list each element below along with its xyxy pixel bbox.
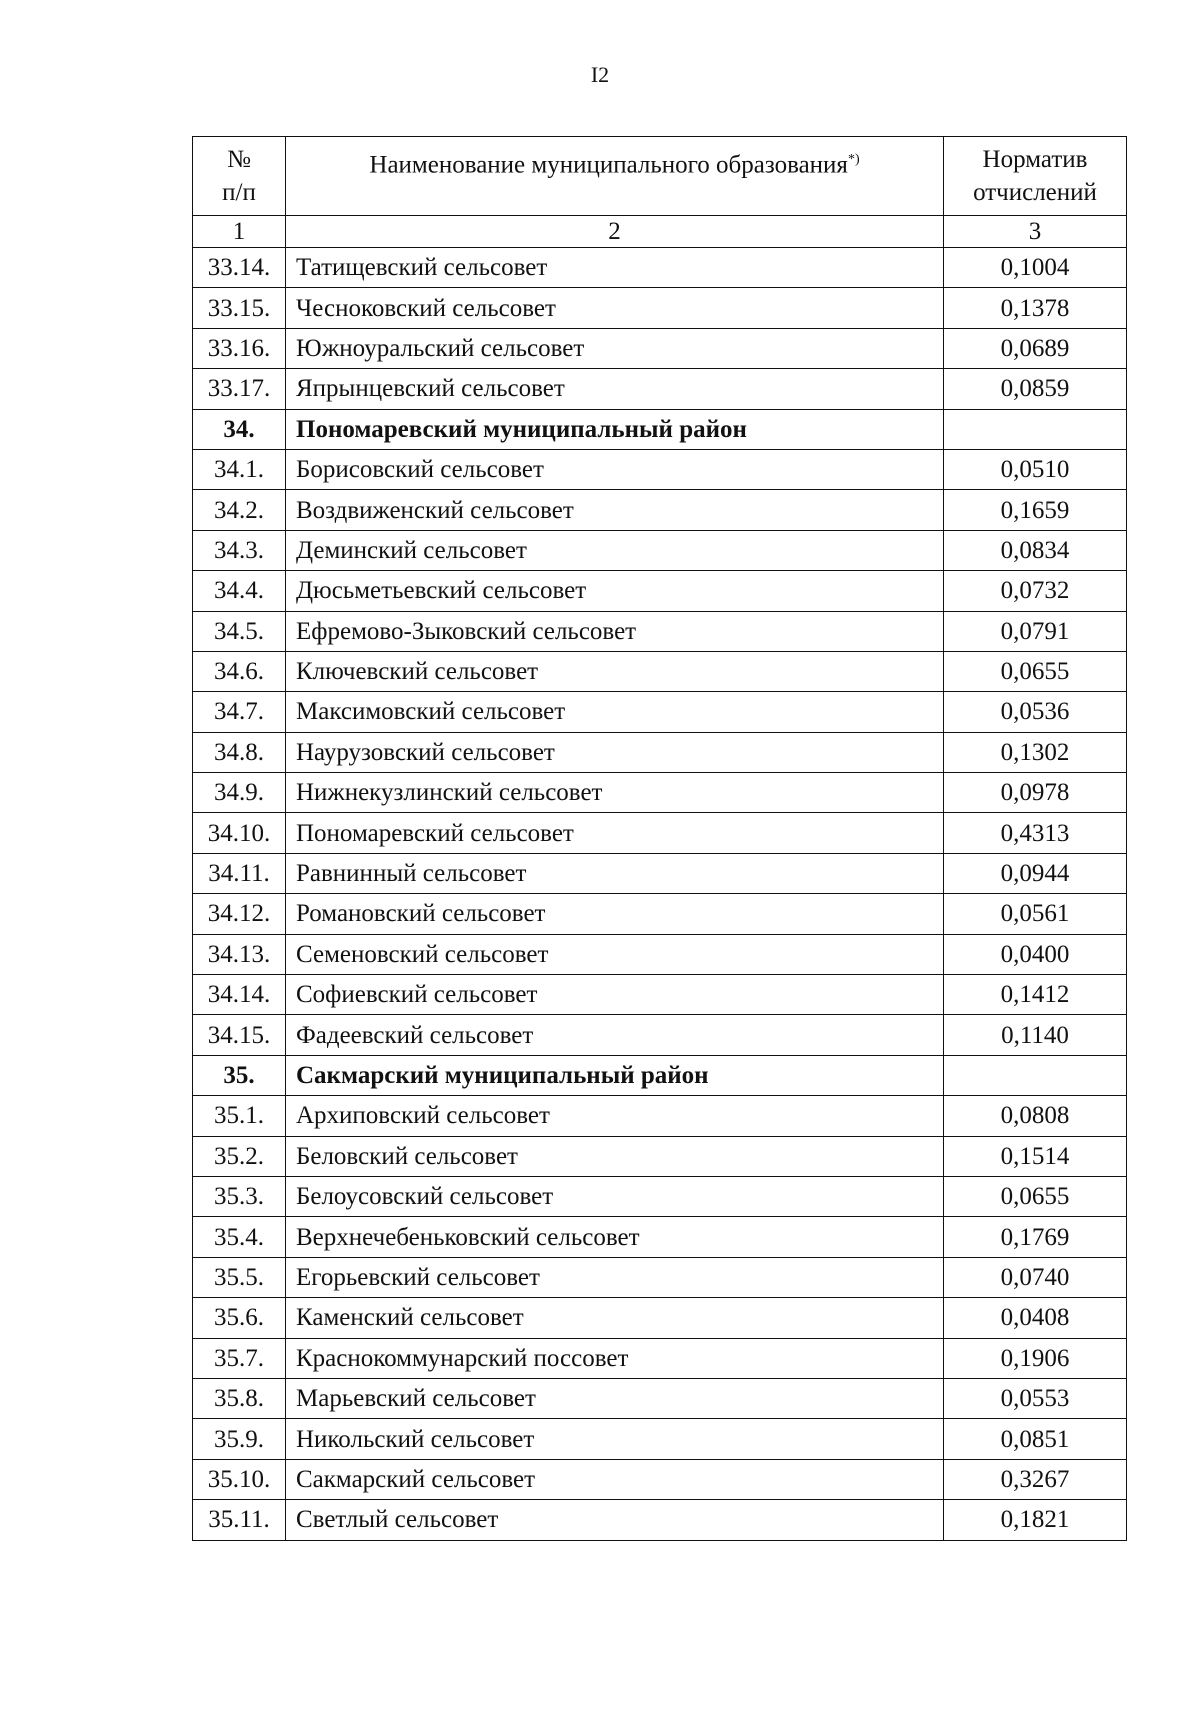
table-row	[193, 853, 1127, 893]
row-name: Семеновский сельсовет	[286, 934, 944, 974]
table-row	[193, 530, 1127, 570]
row-value: 0,1821	[944, 1500, 1127, 1540]
header-norm: Норматив отчислений	[944, 137, 1127, 216]
row-name: Софиевский сельсовет	[286, 975, 944, 1015]
row-number: 35.4.	[193, 1217, 286, 1257]
row-value: 0,1140	[944, 1015, 1127, 1055]
row-number: 35.6.	[193, 1298, 286, 1338]
row-value: 0,0944	[944, 853, 1127, 893]
row-number: 34.13.	[193, 934, 286, 974]
table-row	[193, 1136, 1127, 1176]
row-name: Белоусовский сельсовет	[286, 1176, 944, 1216]
table-row	[193, 571, 1127, 611]
row-name: Сакмарский сельсовет	[286, 1459, 944, 1499]
column-number-2: 2	[286, 216, 944, 248]
row-name: Воздвиженский сельсовет	[286, 490, 944, 530]
row-value	[944, 1055, 1127, 1095]
row-name: Каменский сельсовет	[286, 1298, 944, 1338]
row-name: Нижнекузлинский сельсовет	[286, 773, 944, 813]
row-name: Равнинный сельсовет	[286, 853, 944, 893]
table-row	[193, 288, 1127, 328]
row-number: 34.9.	[193, 773, 286, 813]
row-value: 0,0689	[944, 328, 1127, 368]
column-number-3: 3	[944, 216, 1127, 248]
row-name: Япрынцевский сельсовет	[286, 369, 944, 409]
page-number: I2	[590, 62, 610, 87]
row-value: 0,0851	[944, 1419, 1127, 1459]
table-row	[193, 732, 1127, 772]
row-number: 35.5.	[193, 1257, 286, 1297]
table-row	[193, 1217, 1127, 1257]
row-value: 0,0553	[944, 1378, 1127, 1418]
row-number: 33.16.	[193, 328, 286, 368]
row-number: 35.11.	[193, 1500, 286, 1540]
table-row	[193, 1378, 1127, 1418]
table-row	[193, 369, 1127, 409]
district-row	[193, 1055, 1127, 1095]
row-value: 0,0510	[944, 449, 1127, 489]
row-name: Егорьевский сельсовет	[286, 1257, 944, 1297]
row-number: 33.17.	[193, 369, 286, 409]
row-name: Архиповский сельсовет	[286, 1096, 944, 1136]
row-name: Дюсьметьевский сельсовет	[286, 571, 944, 611]
row-value: 0,1378	[944, 288, 1127, 328]
row-name: Светлый сельсовет	[286, 1500, 944, 1540]
table-row	[193, 1096, 1127, 1136]
table-row	[193, 1500, 1127, 1540]
table-row	[193, 1015, 1127, 1055]
table-row	[193, 328, 1127, 368]
table-row	[193, 934, 1127, 974]
row-value: 0,1514	[944, 1136, 1127, 1176]
row-number: 33.14.	[193, 248, 286, 288]
column-number-row	[193, 216, 1127, 248]
row-name: Татищевский сельсовет	[286, 248, 944, 288]
column-number-1: 1	[193, 216, 286, 248]
table-row	[193, 1459, 1127, 1499]
row-name: Чесноковский сельсовет	[286, 288, 944, 328]
row-name: Деминский сельсовет	[286, 530, 944, 570]
row-number: 34.3.	[193, 530, 286, 570]
row-number: 35.1.	[193, 1096, 286, 1136]
row-value: 0,1769	[944, 1217, 1127, 1257]
row-number: 34.11.	[193, 853, 286, 893]
row-name: Романовский сельсовет	[286, 894, 944, 934]
row-value: 0,0732	[944, 571, 1127, 611]
row-number: 35.10.	[193, 1459, 286, 1499]
row-value: 0,1412	[944, 975, 1127, 1015]
row-number: 35.2.	[193, 1136, 286, 1176]
row-name: Верхнечебеньковский сельсовет	[286, 1217, 944, 1257]
row-name: Беловский сельсовет	[286, 1136, 944, 1176]
header-name-footnote: *)	[847, 152, 860, 167]
table-row	[193, 248, 1127, 288]
row-name: Ефремово-Зыковский сельсовет	[286, 611, 944, 651]
header-name	[286, 137, 944, 216]
table-row	[193, 773, 1127, 813]
row-number: 34.	[193, 409, 286, 449]
table-row	[193, 813, 1127, 853]
table-row	[193, 611, 1127, 651]
row-value: 0,1004	[944, 248, 1127, 288]
row-value: 0,1659	[944, 490, 1127, 530]
row-number: 33.15.	[193, 288, 286, 328]
row-value: 0,3267	[944, 1459, 1127, 1499]
table-row	[193, 692, 1127, 732]
row-number: 34.5.	[193, 611, 286, 651]
row-value: 0,1302	[944, 732, 1127, 772]
table-row	[193, 490, 1127, 530]
row-value: 0,0561	[944, 894, 1127, 934]
table-header-row	[193, 137, 1127, 216]
row-name: Марьевский сельсовет	[286, 1378, 944, 1418]
row-name: Фадеевский сельсовет	[286, 1015, 944, 1055]
table-row	[193, 449, 1127, 489]
row-value: 0,0978	[944, 773, 1127, 813]
row-value: 0,0791	[944, 611, 1127, 651]
row-value: 0,4313	[944, 813, 1127, 853]
row-name: Пономаревский сельсовет	[286, 813, 944, 853]
header-name-text: Наименование муниципального образования	[369, 151, 848, 179]
row-name: Максимовский сельсовет	[286, 692, 944, 732]
row-number: 35.9.	[193, 1419, 286, 1459]
row-number: 34.12.	[193, 894, 286, 934]
row-number: 34.6.	[193, 651, 286, 691]
row-number: 34.2.	[193, 490, 286, 530]
row-value: 0,0408	[944, 1298, 1127, 1338]
row-number: 34.1.	[193, 449, 286, 489]
row-value: 0,1906	[944, 1338, 1127, 1378]
header-number: № п/п	[193, 137, 286, 216]
row-number: 35.	[193, 1055, 286, 1095]
row-number: 34.7.	[193, 692, 286, 732]
row-value: 0,0834	[944, 530, 1127, 570]
table-row	[193, 1257, 1127, 1297]
row-value: 0,0859	[944, 369, 1127, 409]
row-number: 34.4.	[193, 571, 286, 611]
table-row	[193, 651, 1127, 691]
norms-table	[192, 136, 1127, 1541]
row-value: 0,0400	[944, 934, 1127, 974]
table-row	[193, 975, 1127, 1015]
table-row	[193, 1298, 1127, 1338]
row-value	[944, 409, 1127, 449]
row-number: 35.7.	[193, 1338, 286, 1378]
row-name: Борисовский сельсовет	[286, 449, 944, 489]
row-name: Ключевский сельсовет	[286, 651, 944, 691]
row-name: Пономаревский муниципальный район	[286, 409, 944, 449]
table-row	[193, 1338, 1127, 1378]
row-number: 34.10.	[193, 813, 286, 853]
row-number: 35.8.	[193, 1378, 286, 1418]
row-value: 0,0536	[944, 692, 1127, 732]
row-value: 0,0740	[944, 1257, 1127, 1297]
row-value: 0,0655	[944, 651, 1127, 691]
row-name: Наурузовский сельсовет	[286, 732, 944, 772]
row-value: 0,0655	[944, 1176, 1127, 1216]
row-number: 34.14.	[193, 975, 286, 1015]
table-row	[193, 1176, 1127, 1216]
row-name: Южноуральский сельсовет	[286, 328, 944, 368]
table-row	[193, 1419, 1127, 1459]
row-number: 35.3.	[193, 1176, 286, 1216]
district-row	[193, 409, 1127, 449]
table-row	[193, 894, 1127, 934]
row-name: Сакмарский муниципальный район	[286, 1055, 944, 1095]
row-number: 34.15.	[193, 1015, 286, 1055]
row-name: Краснокоммунарский поссовет	[286, 1338, 944, 1378]
row-name: Никольский сельсовет	[286, 1419, 944, 1459]
row-value: 0,0808	[944, 1096, 1127, 1136]
row-number: 34.8.	[193, 732, 286, 772]
